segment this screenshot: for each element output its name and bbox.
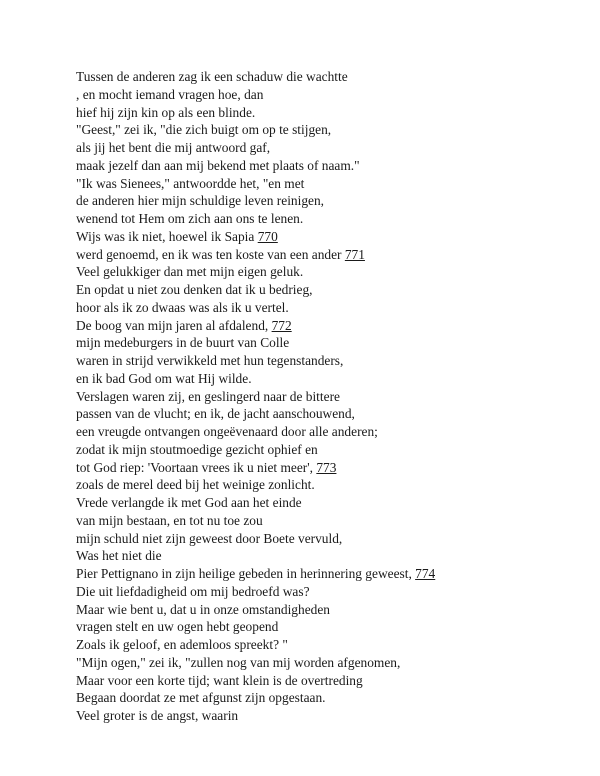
poem-line — [76, 104, 576, 122]
poem-line-text: Verslagen waren zij, en geslingerd naar de bittere — [76, 388, 340, 404]
poem-line-text: Tussen de anderen zag ik een schaduw die wachtte — [76, 69, 348, 84]
poem-line-text: "Mijn ogen," zei ik, "zullen nog van mij worden afgenomen, — [76, 654, 401, 670]
poem-line-text: zoals de merel deed bij het weinige zonlicht. — [76, 477, 315, 493]
poem-line-text: Maar voor een korte tijd; want klein is de overtreding — [76, 672, 363, 688]
poem-line — [76, 192, 576, 210]
poem-line — [76, 583, 576, 601]
poem-line-text: Maar wie bent u, dat u in onze omstandigheden — [76, 601, 330, 617]
poem-text-block — [76, 68, 576, 725]
poem-line — [76, 281, 576, 299]
poem-line — [76, 459, 576, 477]
poem-line — [76, 689, 576, 707]
poem-line-text: vragen stelt en uw ogen hebt geopend — [76, 619, 279, 635]
poem-line — [76, 299, 576, 317]
poem-line-text: De boog van mijn jaren al afdalend, — [76, 317, 272, 333]
poem-line-text: tot God riep: 'Voortaan vrees ik u niet meer', — [76, 459, 317, 475]
poem-line-text: de anderen hier mijn schuldige leven reinigen, — [76, 193, 325, 209]
poem-line-text: een vreugde ontvangen ongeëvenaard door alle anderen; — [76, 424, 378, 439]
poem-line-text: en ik bad God om wat Hij wilde. — [76, 370, 252, 386]
poem-line-text: Veel gelukkiger dan met mijn eigen geluk. — [76, 264, 304, 280]
poem-line-text: wenend tot Hem om zich aan ons te lenen. — [76, 211, 304, 226]
poem-line-text: mijn medeburgers in de buurt van Colle — [76, 335, 290, 351]
poem-line-text: En opdat u niet zou denken dat ik u bedrieg, — [76, 282, 313, 297]
poem-line — [76, 530, 576, 548]
poem-line-text: Pier Pettignano in zijn heilige gebeden in herinnering geweest, — [76, 566, 416, 581]
footnote-link[interactable]: 771 — [344, 246, 365, 262]
poem-line — [76, 228, 576, 246]
poem-line — [76, 246, 576, 264]
poem-line — [76, 636, 576, 654]
poem-line — [76, 565, 576, 583]
poem-line-text: passen van de vlucht; en ik, de jacht aanschouwend, — [76, 406, 355, 422]
poem-line — [76, 672, 576, 690]
poem-line-text: Vrede verlangde ik met God aan het einde — [76, 495, 302, 510]
poem-line — [76, 512, 576, 530]
footnote-link[interactable]: 770 — [257, 228, 278, 244]
poem-line — [76, 441, 576, 459]
poem-line-text: Zoals ik geloof, en ademloos spreekt? " — [76, 637, 288, 652]
poem-line — [76, 388, 576, 406]
poem-line-text: "Ik was Sienees," antwoordde het, "en met — [76, 175, 305, 191]
poem-line-text: Wijs was ik niet, hoewel ik Sapia — [76, 228, 258, 244]
poem-line — [76, 263, 576, 281]
poem-line — [76, 547, 576, 565]
poem-line — [76, 405, 576, 423]
poem-line — [76, 494, 576, 512]
poem-line — [76, 423, 576, 441]
poem-line-text: Veel groter is de angst, waarin — [76, 708, 239, 723]
footnote-link[interactable]: 774 — [415, 566, 436, 581]
poem-line-text: zodat ik mijn stoutmoedige gezicht ophief en — [76, 441, 318, 457]
poem-line-text: mijn schuld niet zijn geweest door Boete vervuld, — [76, 530, 343, 546]
poem-line — [76, 317, 576, 335]
poem-line — [76, 68, 576, 86]
poem-line-text: van mijn bestaan, en tot nu toe zou — [76, 512, 263, 528]
poem-line — [76, 707, 576, 725]
poem-line-text: "Geest," zei ik, "die zich buigt om op te stijgen, — [76, 122, 332, 138]
footnote-link[interactable]: 772 — [271, 317, 292, 333]
poem-line-text: werd genoemd, en ik was ten koste van een ander — [76, 246, 345, 262]
footnote-link[interactable]: 773 — [316, 459, 337, 475]
poem-line-text: Die uit liefdadigheid om mij bedroefd was? — [76, 583, 310, 599]
poem-line-text: hoor als ik zo dwaas was als ik u vertel. — [76, 299, 289, 315]
poem-line — [76, 86, 576, 104]
poem-line — [76, 476, 576, 494]
poem-line — [76, 157, 576, 175]
poem-line — [76, 370, 576, 388]
poem-line-text: hief hij zijn kin op als een blinde. — [76, 104, 256, 120]
poem-line — [76, 121, 576, 139]
poem-line-text: Begaan doordat ze met afgunst zijn opgestaan. — [76, 690, 326, 706]
poem-line — [76, 175, 576, 193]
poem-line-text: maak jezelf dan aan mij bekend met plaats of naam." — [76, 157, 360, 173]
poem-line — [76, 601, 576, 619]
poem-line — [76, 139, 576, 157]
poem-line-text: waren in strijd verwikkeld met hun tegenstanders, — [76, 353, 344, 368]
poem-line — [76, 618, 576, 636]
poem-line-text: Was het niet die — [76, 548, 162, 564]
poem-line — [76, 334, 576, 352]
poem-line — [76, 352, 576, 370]
poem-line-text: als jij het bent die mij antwoord gaf, — [76, 140, 271, 155]
poem-line — [76, 210, 576, 228]
poem-line-text: , en mocht iemand vragen hoe, dan — [76, 86, 264, 102]
poem-line — [76, 654, 576, 672]
